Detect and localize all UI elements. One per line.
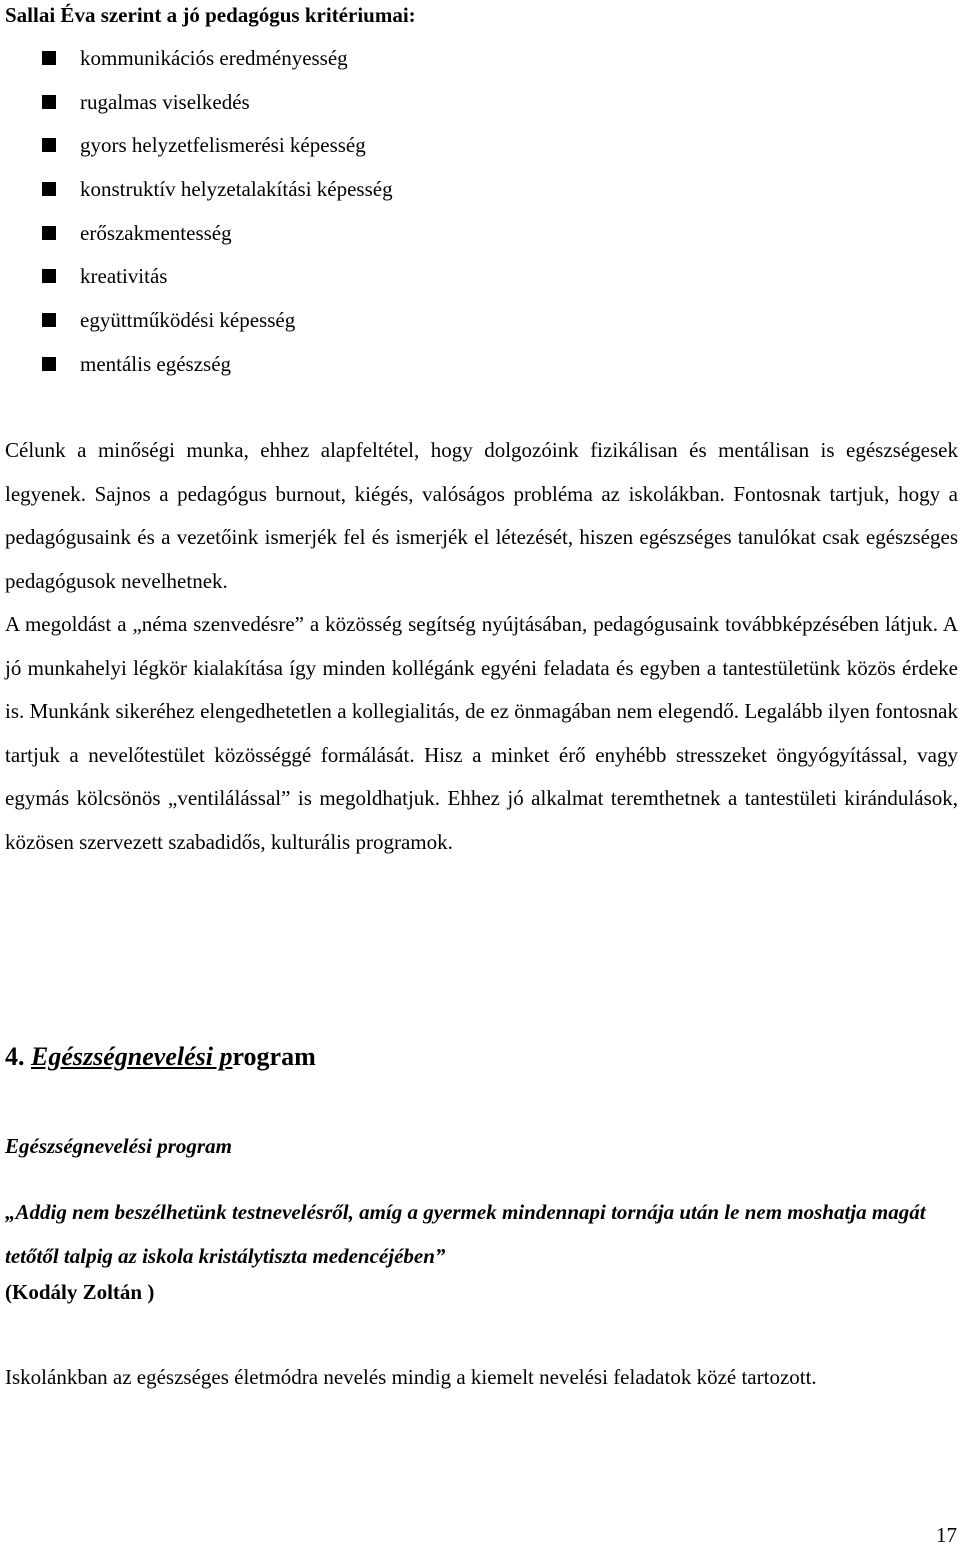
list-item-label: erőszakmentesség (80, 220, 232, 245)
list-item (0, 176, 700, 220)
list-item (0, 220, 700, 264)
square-bullet-icon (42, 95, 56, 109)
square-bullet-icon (42, 357, 56, 371)
square-bullet-icon (42, 51, 56, 65)
list-item-label: kommunikációs eredményesség (80, 46, 348, 70)
list-item-label: mentális egészség (80, 351, 232, 376)
section-title-italic: Egészségnevelési p (31, 1042, 233, 1071)
square-bullet-icon (42, 138, 56, 152)
list-item-label: gyors helyzetfelismerési képesség (80, 133, 366, 158)
list-item (0, 263, 700, 307)
criteria-list (0, 45, 700, 395)
page-number: 17 (936, 1523, 957, 1547)
section-title-rest: rogram (232, 1042, 316, 1071)
list-item-label: konstruktív helyzetalakítási képesség (80, 177, 393, 202)
list-item-label: rugalmas viselkedés (80, 89, 250, 114)
list-item-label: együttműködési képesség (80, 308, 296, 333)
square-bullet-icon (42, 313, 56, 327)
quote-author: (Kodály Zoltán ) (5, 1280, 155, 1304)
section-title (5, 1040, 316, 1074)
list-item (0, 132, 700, 176)
quote: „Addig nem beszélhetünk testnevelésről, amíg a gyermek mindennapi tornája után le nem moshatja magát tetőtől talpig az iskola kristálytiszta medencéjében” (5, 1200, 926, 1268)
list-item (0, 45, 700, 89)
paragraph-school: Iskolánkban az egészséges életmódra nevelés mindig a kiemelt nevelési feladatok közé tartozott. (5, 1365, 817, 1389)
section-number: 4. (5, 1042, 25, 1071)
criteria-heading: Sallai Éva szerint a jó pedagógus kritériumai: (5, 3, 416, 27)
list-item (0, 351, 700, 395)
list-item (0, 89, 700, 133)
square-bullet-icon (42, 182, 56, 196)
list-item-label: kreativitás (80, 264, 168, 289)
square-bullet-icon (42, 226, 56, 240)
subheading: Egészségnevelési program (5, 1134, 232, 1158)
paragraph-solution: A megoldást a „néma szenvedésre” a közösség segítség nyújtásában, pedagógusaink továbbképzésében látjuk. A jó munkahelyi légkör kialakítása így minden kollégánk egyéni feladata és egyben a tantestületünk közös érdeke is. Munkánk sikeréhez elengedhetetlen a kollegialitás, de ez önmagában nem elegendő. Legalább ilyen fontosnak tartjuk a nevelőtestület közösséggé formálását. Hisz a minket érő enyhébb stresszeket öngyógyítással, vagy egymás kölcsönös „ventilálással” is megoldhatjuk. Ehhez jó alkalmat teremthetnek a tantestületi kirándulások, közösen szervezett szabadidős, kulturális programok. (5, 612, 958, 854)
square-bullet-icon (42, 269, 56, 283)
paragraph-goals: Célunk a minőségi munka, ehhez alapfeltétel, hogy dolgozóink fizikálisan és mentálisan is egészségesek legyenek. Sajnos a pedagógus burnout, kiégés, valóságos probléma az iskolákban. Fontosnak tartjuk, hogy a pedagógusaink és a vezetőink ismerjék fel és ismerjék el létezését, hiszen egészséges tanulókat csak egészséges pedagógusok nevelhetnek. (5, 438, 958, 593)
list-item (0, 307, 700, 351)
